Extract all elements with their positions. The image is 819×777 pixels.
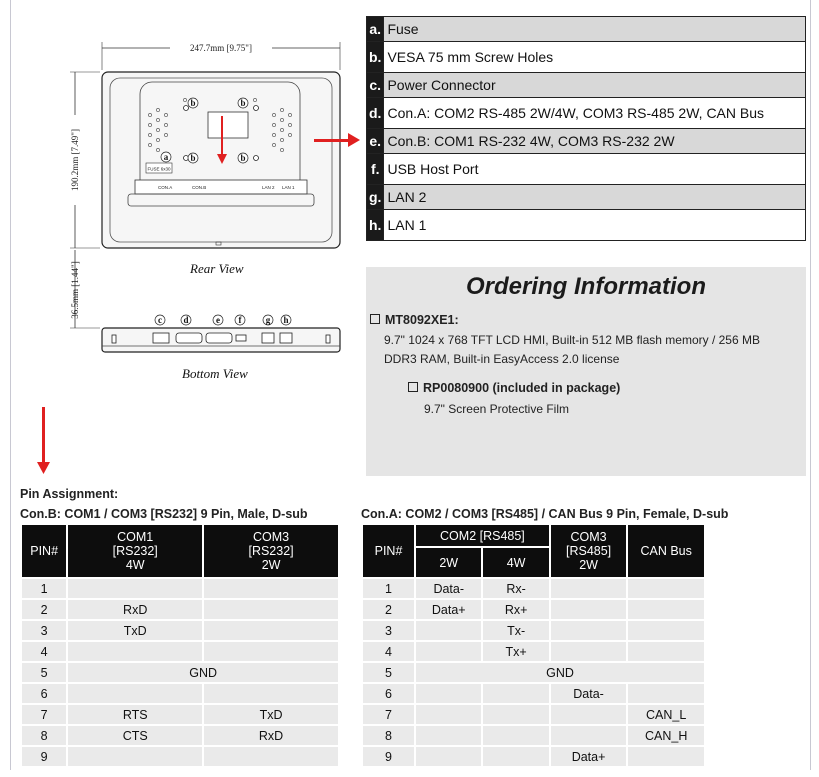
header-com1: COM1 [RS232] 4W (68, 525, 202, 577)
pin-number: 9 (363, 747, 414, 766)
conb-pin-table (20, 523, 340, 768)
legend-text: LAN 1 (384, 210, 806, 241)
rear-view-caption: Rear View (190, 261, 244, 276)
pin-number: 3 (22, 621, 66, 640)
pin-number: 1 (363, 579, 414, 598)
legend-row (367, 73, 806, 98)
table-row (363, 663, 704, 682)
com2-4w-signal (483, 684, 548, 703)
pin-number: 5 (363, 663, 414, 682)
legend-key: h. (367, 210, 384, 241)
com3-signal: Data- (551, 684, 627, 703)
can-bus-signal (628, 579, 704, 598)
callout-b-3: b (190, 153, 196, 163)
com2-4w-signal (483, 705, 548, 724)
legend-row (367, 17, 806, 42)
callout-f: f (238, 315, 242, 325)
legend-key: c. (367, 73, 384, 98)
can-bus-signal (628, 600, 704, 619)
port-label-lan2: LAN 2 (262, 185, 275, 190)
table-row (363, 684, 704, 703)
pin-merged-signal: GND (416, 663, 704, 682)
com1-signal (68, 579, 202, 598)
callout-a: a (163, 152, 169, 162)
com3-signal (551, 600, 627, 619)
legend-row (367, 185, 806, 210)
dim-width-text: 247.7mm [9.75"] (190, 43, 252, 53)
accessory-line (408, 381, 620, 395)
pin-number: 9 (22, 747, 66, 766)
com3-signal (204, 600, 338, 619)
legend-text: VESA 75 mm Screw Holes (384, 42, 806, 73)
com2-4w-signal: Rx+ (483, 600, 548, 619)
legend-text: Con.A: COM2 RS-485 2W/4W, COM3 RS-485 2W, CAN Bus (384, 98, 806, 129)
pin-number: 7 (22, 705, 66, 724)
com2-2w-signal (416, 705, 481, 724)
com3-signal (551, 579, 627, 598)
table-row (363, 726, 704, 745)
pin-merged-signal: GND (68, 663, 338, 682)
callout-b-2: b (240, 98, 246, 108)
com3-signal (204, 747, 338, 766)
com1-signal (68, 747, 202, 766)
legend-key: g. (367, 185, 384, 210)
com2-2w-signal: Data- (416, 579, 481, 598)
can-bus-signal (628, 621, 704, 640)
legend-text: Power Connector (384, 73, 806, 98)
table-row (22, 621, 338, 640)
callout-c: c (158, 315, 162, 325)
pin-number: 2 (363, 600, 414, 619)
can-bus-signal: CAN_H (628, 726, 704, 745)
com2-4w-signal: Rx- (483, 579, 548, 598)
table-row (22, 726, 338, 745)
table-row (363, 747, 704, 766)
table-row (22, 684, 338, 703)
pin-number: 8 (22, 726, 66, 745)
com3-signal (204, 642, 338, 661)
legend-text: Fuse (384, 17, 806, 42)
legend-key: b. (367, 42, 384, 73)
com1-signal: CTS (68, 726, 202, 745)
callout-h: h (283, 315, 289, 325)
header-com2: COM2 [RS485] (416, 525, 549, 546)
table-row (363, 705, 704, 724)
com2-2w-signal (416, 621, 481, 640)
legend-row (367, 42, 806, 73)
legend-text: USB Host Port (384, 154, 806, 185)
callout-d: d (183, 315, 189, 325)
header-can: CAN Bus (628, 525, 704, 577)
table-row (22, 705, 338, 724)
com2-4w-signal (483, 747, 548, 766)
com3-signal (551, 642, 627, 661)
fuse-label: FUSE 6x30 (147, 166, 171, 172)
com1-signal: RxD (68, 600, 202, 619)
legend-text: LAN 2 (384, 185, 806, 210)
com2-4w-signal (483, 726, 548, 745)
conb-title: Con.B: COM1 / COM3 [RS232] 9 Pin, Male, D-sub (20, 507, 308, 521)
com2-2w-signal (416, 642, 481, 661)
com3-signal (204, 579, 338, 598)
pin-number: 7 (363, 705, 414, 724)
red-arrow-right (314, 139, 352, 142)
table-row (22, 579, 338, 598)
legend-row (367, 210, 806, 241)
legend-text: Con.B: COM1 RS-232 4W, COM3 RS-232 2W (384, 129, 806, 154)
pin-number: 3 (363, 621, 414, 640)
pin-number: 6 (22, 684, 66, 703)
legend-key: f. (367, 154, 384, 185)
checkbox-icon (408, 382, 418, 392)
red-arrow-down-head (37, 462, 50, 474)
com3-signal: RxD (204, 726, 338, 745)
table-row (22, 747, 338, 766)
legend-row (367, 98, 806, 129)
com1-signal (68, 684, 202, 703)
model-desc-1: 9.7" 1024 x 768 TFT LCD HMI, Built-in 512 MB flash memory / 256 MB (384, 333, 760, 347)
model-line (370, 313, 459, 327)
com2-4w-signal: Tx- (483, 621, 548, 640)
com3-signal (551, 621, 627, 640)
legend-row (367, 129, 806, 154)
callout-b-4: b (240, 153, 246, 163)
accessory-name: RP0080900 (included in package) (423, 381, 621, 395)
com3-signal (204, 684, 338, 703)
com2-2w-signal (416, 726, 481, 745)
model-desc-2: DDR3 RAM, Built-in EasyAccess 2.0 license (384, 352, 620, 366)
can-bus-signal (628, 747, 704, 766)
table-row (363, 600, 704, 619)
callout-b-1: b (190, 98, 196, 108)
model-name: MT8092XE1: (385, 313, 459, 327)
com1-signal: TxD (68, 621, 202, 640)
pin-number: 4 (363, 642, 414, 661)
pin-assignment-heading: Pin Assignment: (20, 487, 119, 501)
ordering-info-panel (366, 267, 806, 476)
com3-signal: TxD (204, 705, 338, 724)
dim-depth-text: 36.5mm [1.44"] (70, 261, 80, 319)
can-bus-signal (628, 684, 704, 703)
table-row (22, 663, 338, 682)
footer-strip (0, 770, 819, 777)
header-com3: COM3 [RS232] 2W (204, 525, 338, 577)
com1-signal: RTS (68, 705, 202, 724)
com2-4w-signal: Tx+ (483, 642, 548, 661)
header-com3: COM3 [RS485] 2W (551, 525, 627, 577)
port-label-cona: CON.A (158, 185, 173, 190)
table-row (363, 621, 704, 640)
dim-height-text: 190.2mm [7.49"] (70, 129, 80, 191)
callout-e: e (216, 315, 220, 325)
legend-key: a. (367, 17, 384, 42)
legend-key: e. (367, 129, 384, 154)
header-pin: PIN# (22, 525, 66, 577)
header-pin: PIN# (363, 525, 414, 577)
ordering-title: Ordering Information (466, 273, 706, 300)
red-arrow-down (42, 407, 45, 465)
checkbox-icon (370, 314, 380, 324)
pin-number: 2 (22, 600, 66, 619)
port-label-conb: CON.B (192, 185, 207, 190)
cona-pin-table (361, 523, 706, 768)
com2-2w-signal: Data+ (416, 600, 481, 619)
legend-row (367, 154, 806, 185)
com2-2w-signal (416, 684, 481, 703)
technical-drawing (40, 20, 370, 400)
table-row (22, 642, 338, 661)
legend-key: d. (367, 98, 384, 129)
can-bus-signal (628, 642, 704, 661)
bottom-view-caption: Bottom View (182, 366, 248, 381)
com3-signal (551, 705, 627, 724)
table-row (363, 642, 704, 661)
port-label-lan1: LAN 1 (282, 185, 295, 190)
com2-2w-signal (416, 747, 481, 766)
pin-number: 6 (363, 684, 414, 703)
pin-number: 8 (363, 726, 414, 745)
cona-title: Con.A: COM2 / COM3 [RS485] / CAN Bus 9 Pin, Female, D-sub (361, 507, 729, 521)
callout-g: g (265, 315, 271, 325)
table-row (22, 600, 338, 619)
com3-signal (204, 621, 338, 640)
table-row (363, 579, 704, 598)
header-2w: 2W (416, 548, 481, 577)
accessory-desc: 9.7" Screen Protective Film (424, 402, 569, 416)
component-legend (366, 16, 806, 241)
header-4w: 4W (483, 548, 548, 577)
com1-signal (68, 642, 202, 661)
com3-signal: Data+ (551, 747, 627, 766)
com3-signal (551, 726, 627, 745)
pin-number: 4 (22, 642, 66, 661)
pin-number: 1 (22, 579, 66, 598)
pin-number: 5 (22, 663, 66, 682)
red-arrow-right-head (348, 133, 360, 147)
can-bus-signal: CAN_L (628, 705, 704, 724)
